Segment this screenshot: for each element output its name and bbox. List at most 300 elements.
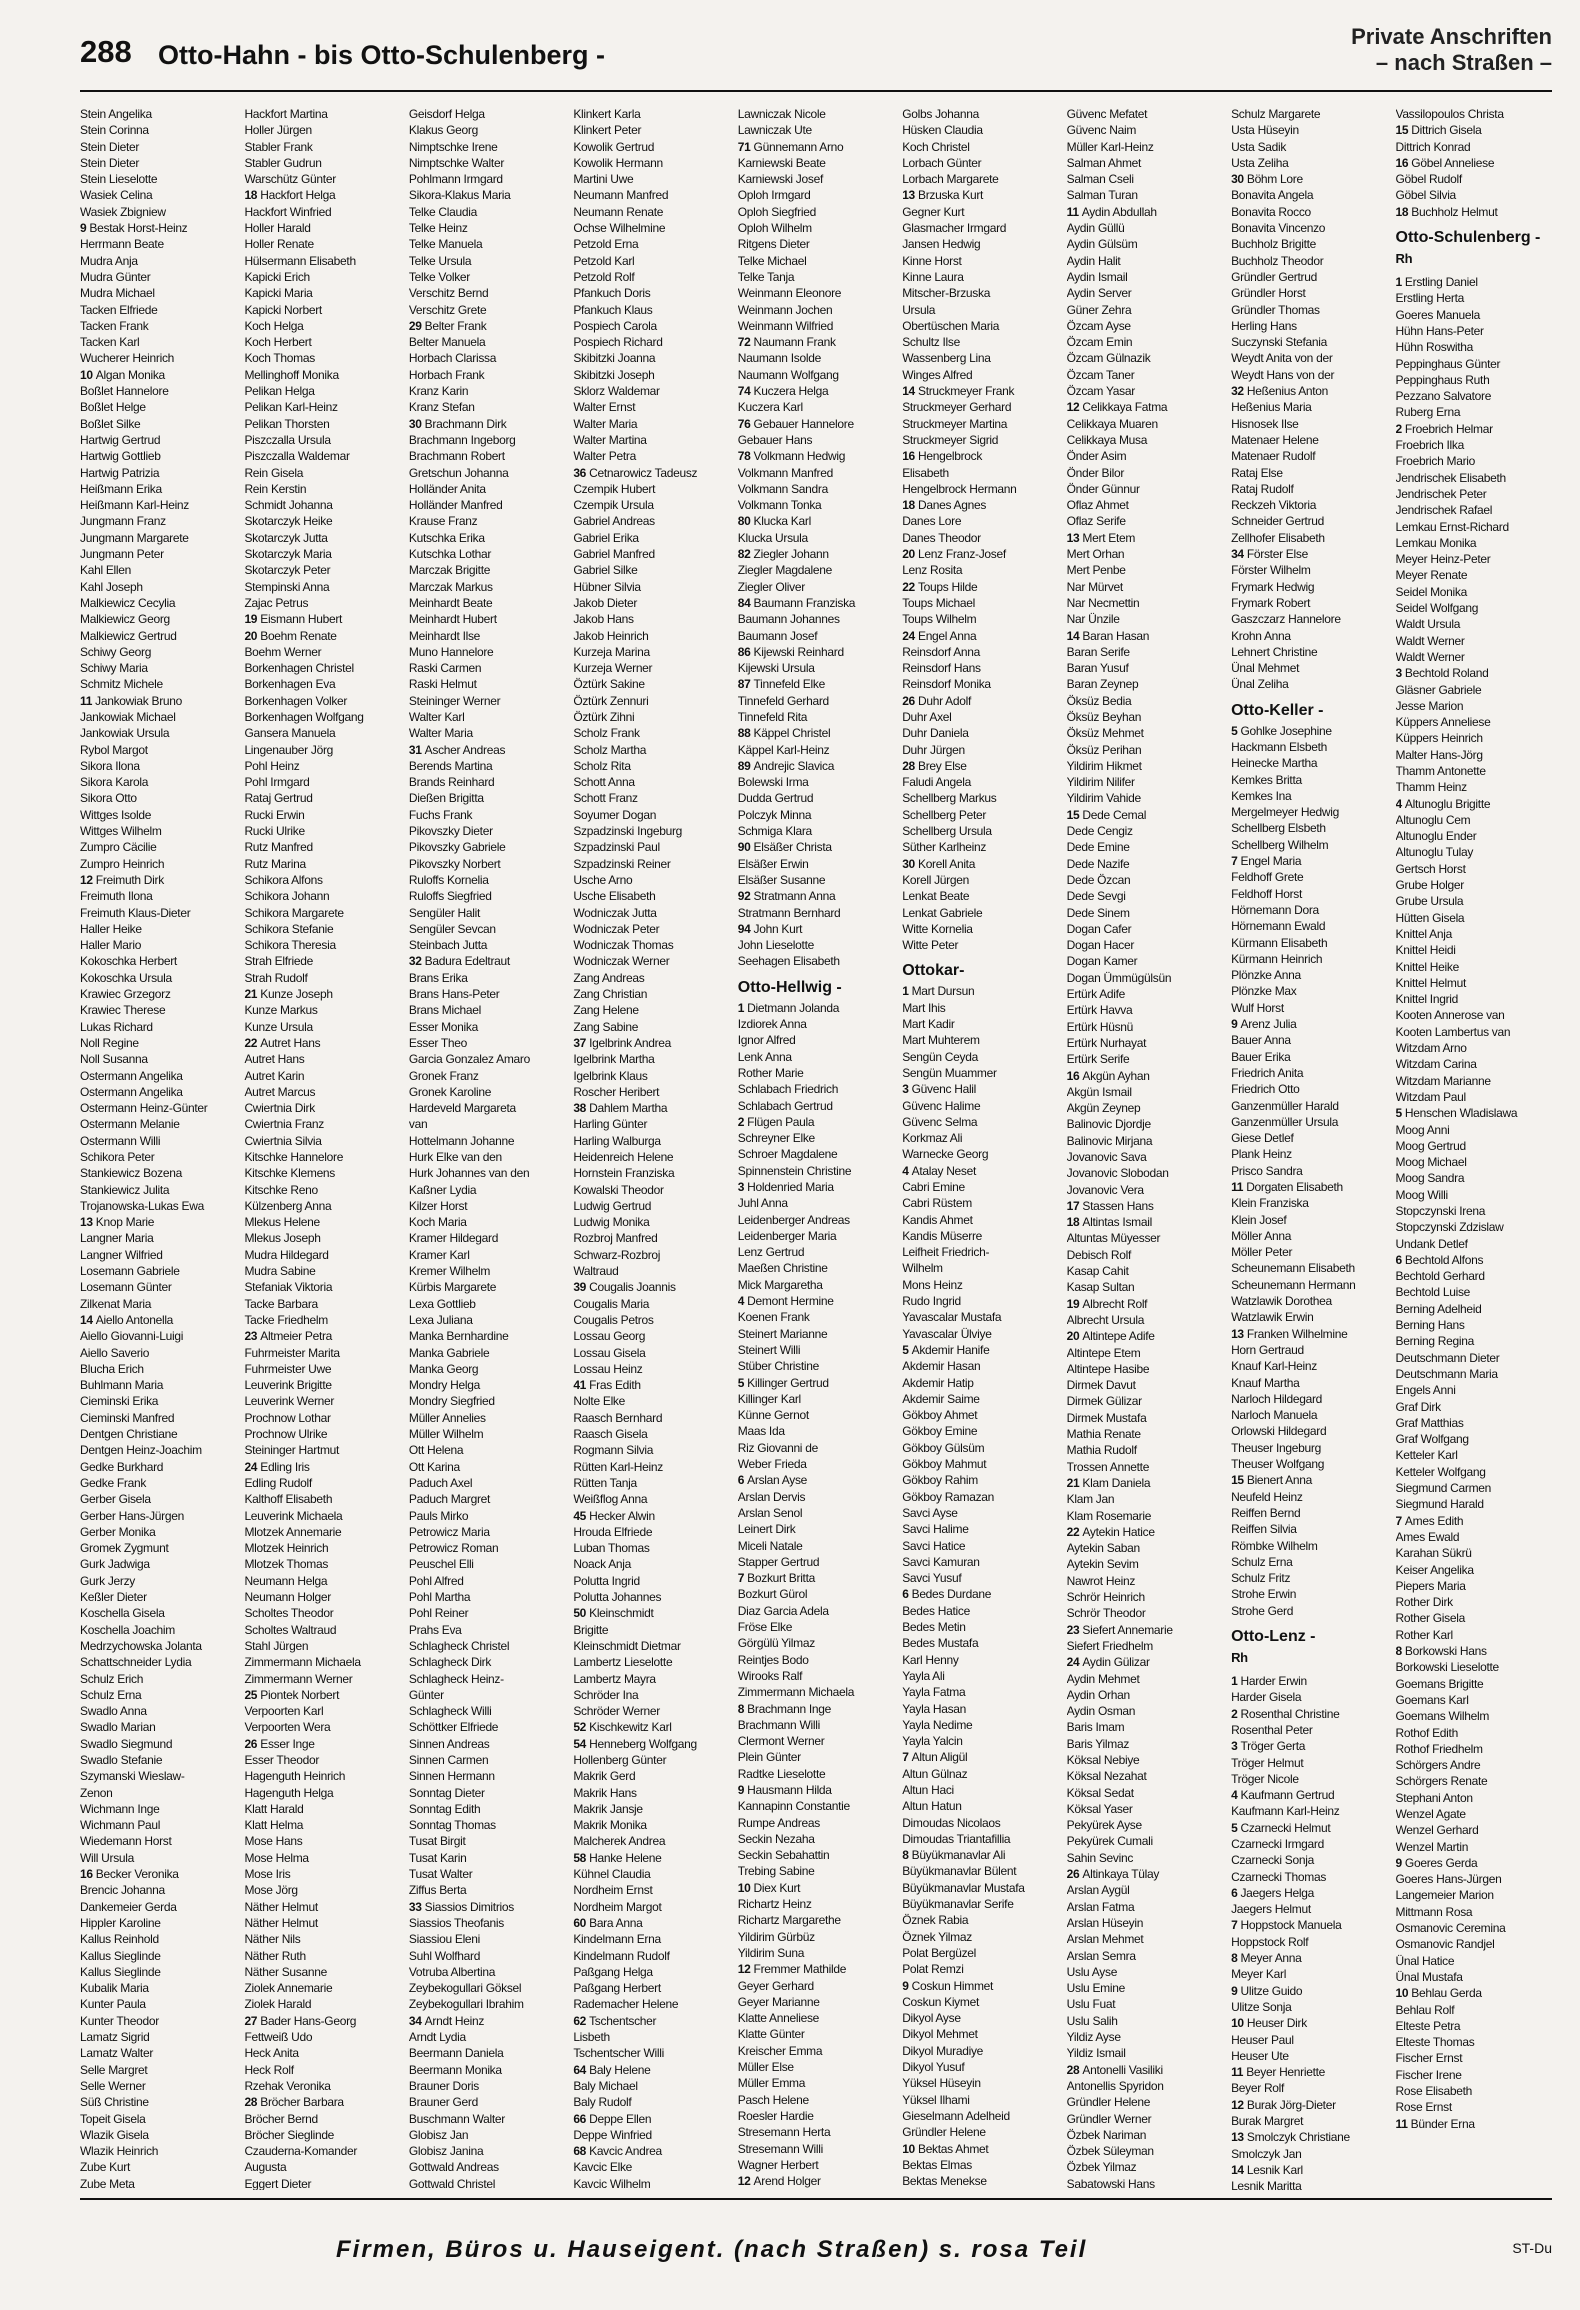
resident-name: Witte Peter xyxy=(902,938,959,953)
resident-name: Froebrich Ilka xyxy=(1395,438,1464,453)
resident-name: Raasch Gisela xyxy=(573,1427,648,1442)
resident-name: Bolewski Irma xyxy=(737,775,809,790)
list-item xyxy=(1396,187,1552,203)
list-item xyxy=(1396,470,1552,486)
house-number: 18 xyxy=(1395,204,1412,219)
resident-name: Erstling Herta xyxy=(1395,291,1464,306)
resident-name: Czarnecki Helmut xyxy=(1240,1820,1331,1835)
list-item xyxy=(738,318,894,334)
house-number: 4 xyxy=(1231,1788,1241,1803)
list-item xyxy=(1231,1440,1387,1456)
list-item xyxy=(738,1815,894,1831)
resident-name: Kunze Joseph xyxy=(260,987,333,1002)
resident-name: Haller Mario xyxy=(80,938,142,953)
list-item xyxy=(738,579,894,595)
list-item xyxy=(1231,1803,1387,1819)
list-item xyxy=(573,1540,729,1556)
resident-name: Ertürk Havva xyxy=(1066,1003,1133,1018)
resident-name: Pohlmann Irmgard xyxy=(408,172,503,187)
resident-name: Clermont Werner xyxy=(737,1734,825,1749)
resident-name: Kindelmann Rudolf xyxy=(573,1948,670,1963)
list-item xyxy=(738,856,894,872)
resident-name: Öksüz Beyhan xyxy=(1066,709,1142,724)
resident-name: Bauer Erika xyxy=(1231,1049,1291,1064)
list-item xyxy=(573,1964,729,1980)
list-item xyxy=(1396,2116,1552,2132)
resident-name: Froebrich Mario xyxy=(1395,454,1476,469)
resident-name: Rataj Rudolf xyxy=(1231,481,1294,496)
resident-name: Özcam Gülnazik xyxy=(1066,351,1151,366)
resident-name: Büyükmanavlar Mustafa xyxy=(902,1880,1025,1895)
resident-name: Danes Theodor xyxy=(902,530,981,545)
resident-name: Bektas Ahmet xyxy=(917,2141,989,2156)
resident-name: Rein Kerstin xyxy=(244,481,307,496)
resident-name: Korell Anita xyxy=(917,856,976,871)
resident-name: Swadlo Siegmund xyxy=(80,1736,173,1751)
resident-name: Lorbach Margarete xyxy=(902,172,999,187)
list-item xyxy=(738,1929,894,1945)
list-item xyxy=(409,823,565,839)
list-item xyxy=(573,1459,729,1475)
list-item xyxy=(244,530,400,546)
header-right-line1: Private Anschriften xyxy=(1351,24,1552,49)
resident-name: Schöttker Elfriede xyxy=(408,1720,499,1735)
house-number: 10 xyxy=(902,2141,918,2156)
resident-name: Schiwy Maria xyxy=(80,661,148,676)
resident-name: Dede Cemal xyxy=(1082,807,1147,822)
resident-name: Nar Mürvet xyxy=(1066,579,1123,594)
list-item xyxy=(1231,1983,1387,1999)
resident-name: Heinecke Martha xyxy=(1231,756,1318,771)
list-item xyxy=(902,1603,1058,1619)
list-item xyxy=(80,1214,236,1230)
resident-name: Celikkaya Muaren xyxy=(1066,416,1158,431)
list-item xyxy=(244,1459,400,1475)
resident-name: Graf Dirk xyxy=(1395,1399,1441,1414)
list-item xyxy=(80,1785,236,1801)
resident-name: Kutschka Lothar xyxy=(408,547,492,562)
resident-name: Stüber Christine xyxy=(737,1359,819,1374)
list-item xyxy=(80,1654,236,1670)
resident-name: Wlazik Gisela xyxy=(80,2127,149,2142)
resident-name: Verpoorten Karl xyxy=(244,1704,324,1719)
list-item xyxy=(902,611,1058,627)
list-item xyxy=(80,1377,236,1393)
list-item xyxy=(1396,1725,1552,1741)
resident-name: Fuchs Frank xyxy=(408,807,473,822)
resident-name: Böhm Lore xyxy=(1246,172,1303,187)
list-item xyxy=(902,1717,1058,1733)
list-item xyxy=(573,122,729,138)
resident-name: Ostermann Melanie xyxy=(80,1117,180,1132)
list-item xyxy=(902,1489,1058,1505)
resident-name: Selle Werner xyxy=(80,2078,146,2093)
list-item xyxy=(409,1133,565,1149)
resident-name: Edling Rudolf xyxy=(244,1475,312,1490)
list-item xyxy=(1396,698,1552,714)
resident-name: Kapicki Maria xyxy=(244,286,313,301)
list-item xyxy=(80,448,236,464)
list-item xyxy=(573,1491,729,1507)
list-item xyxy=(1396,910,1552,926)
list-item xyxy=(1067,1768,1223,1784)
list-item xyxy=(1396,828,1552,844)
resident-name: Koch Herbert xyxy=(244,335,312,350)
list-item xyxy=(902,187,1058,203)
list-item xyxy=(409,2062,565,2078)
house-number: 30 xyxy=(1231,172,1247,187)
resident-name: Miceli Natale xyxy=(737,1538,803,1553)
resident-name: Behlau Rolf xyxy=(1395,2002,1455,2017)
house-number: 23 xyxy=(1066,1622,1083,1637)
resident-name: Kalthoff Elisabeth xyxy=(244,1492,333,1507)
resident-name: Yildiz Ayse xyxy=(1066,2030,1121,2045)
list-item xyxy=(1231,236,1387,252)
resident-name: Hoppstock Manuela xyxy=(1240,1918,1342,1933)
resident-name: Pasch Helene xyxy=(737,2092,809,2107)
list-item xyxy=(80,595,236,611)
list-item xyxy=(80,481,236,497)
resident-name: Geisdorf Helga xyxy=(408,107,485,121)
list-item xyxy=(80,171,236,187)
resident-name: Güvenc Selma xyxy=(902,1114,978,1129)
house-number: 22 xyxy=(1066,1524,1083,1539)
list-item xyxy=(1396,421,1552,437)
resident-name: Naumann Isolde xyxy=(737,351,821,366)
resident-name: Stefaniak Viktoria xyxy=(244,1280,333,1295)
resident-name: Naumann Frank xyxy=(753,335,836,350)
list-item xyxy=(738,1032,894,1048)
resident-name: Bedes Hatice xyxy=(902,1603,970,1618)
resident-name: Rother Gisela xyxy=(1395,1611,1465,1626)
list-item xyxy=(409,1491,565,1507)
resident-name: Brachmann Inge xyxy=(747,1701,832,1716)
list-item xyxy=(738,1635,894,1651)
resident-name: Walter Ernst xyxy=(573,400,636,415)
list-item xyxy=(80,350,236,366)
resident-name: Kunter Theodor xyxy=(80,2013,159,2028)
list-item xyxy=(902,1733,1058,1749)
resident-name: Gabriel Manfred xyxy=(573,547,655,562)
list-item xyxy=(738,448,894,464)
list-item xyxy=(244,1182,400,1198)
list-item xyxy=(1396,1741,1552,1757)
resident-name: Gretschun Johanna xyxy=(408,465,509,480)
resident-name: Koch Christel xyxy=(902,139,970,154)
resident-name: Mellinghoff Monika xyxy=(244,367,339,382)
resident-name: Öztürk Zennuri xyxy=(573,693,649,708)
list-item xyxy=(1396,1562,1552,1578)
resident-name: Schrör Heinrich xyxy=(1066,1590,1145,1605)
list-item xyxy=(738,1554,894,1570)
list-item xyxy=(244,921,400,937)
resident-name: Knauf Martha xyxy=(1231,1375,1300,1390)
resident-name: Holdenried Maria xyxy=(747,1180,834,1194)
list-item xyxy=(409,1442,565,1458)
list-item xyxy=(738,1831,894,1847)
list-item xyxy=(244,1296,400,1312)
resident-name: Leifheit Friedrich- xyxy=(902,1245,990,1260)
list-item xyxy=(80,318,236,334)
list-item xyxy=(1067,1345,1223,1361)
house-number: 6 xyxy=(1395,1252,1405,1267)
resident-name: Witzdam Paul xyxy=(1395,1089,1466,1104)
resident-name: Bonavita Rocco xyxy=(1231,204,1311,219)
resident-name: Bechtold Roland xyxy=(1404,666,1489,681)
list-item xyxy=(80,2094,236,2110)
house-number: 92 xyxy=(737,889,754,904)
list-item xyxy=(1231,1016,1387,1032)
list-item xyxy=(409,367,565,383)
resident-name: Autret Karin xyxy=(244,1068,305,1083)
list-item xyxy=(573,2045,729,2061)
list-item xyxy=(409,774,565,790)
list-item xyxy=(573,465,729,481)
column-7 xyxy=(1067,106,1223,2190)
list-item xyxy=(1067,1214,1223,1230)
resident-name: Özcam Emin xyxy=(1066,335,1133,350)
house-number: 50 xyxy=(573,1606,590,1621)
list-item xyxy=(409,839,565,855)
list-item xyxy=(1067,628,1223,644)
house-number: 5 xyxy=(1231,1820,1241,1835)
resident-name: Lemkau Ernst-Richard xyxy=(1395,519,1509,534)
list-item xyxy=(1067,1556,1223,1572)
resident-name: Rother Karl xyxy=(1395,1627,1453,1642)
resident-name: Zeybekogullari Ibrahim xyxy=(408,1997,524,2012)
resident-name: Leuverink Brigitte xyxy=(244,1378,332,1393)
resident-name: Elisabeth xyxy=(902,465,949,480)
list-item xyxy=(244,1573,400,1589)
list-item xyxy=(902,1326,1058,1342)
list-item xyxy=(1231,1787,1387,1803)
list-item xyxy=(1067,1182,1223,1198)
list-item xyxy=(409,1768,565,1784)
list-item xyxy=(1067,2078,1223,2094)
house-number: 10 xyxy=(1395,1986,1412,2001)
list-item xyxy=(244,611,400,627)
list-item xyxy=(1396,122,1552,138)
resident-name: Dentgen Heinz-Joachim xyxy=(80,1443,202,1458)
list-item xyxy=(902,807,1058,823)
list-item xyxy=(738,1896,894,1912)
house-number: 22 xyxy=(902,579,918,594)
resident-name: Nimptschke Irene xyxy=(408,139,498,154)
resident-name: Önder Günnur xyxy=(1066,481,1140,496)
house-number: 20 xyxy=(902,547,918,562)
resident-name: Mittmann Rosa xyxy=(1395,1904,1473,1919)
resident-name: Savci Ayse xyxy=(902,1505,958,1520)
resident-name: Reintjes Bodo xyxy=(737,1652,809,1667)
list-item xyxy=(1067,139,1223,155)
list-item xyxy=(1067,448,1223,464)
resident-name: Herrmann Beate xyxy=(80,237,164,252)
list-item xyxy=(1396,1350,1552,1366)
resident-name: Cwiertnia Franz xyxy=(244,1117,324,1132)
resident-name: Igelbrink Klaus xyxy=(573,1068,648,1083)
resident-name: Aydin Mehmet xyxy=(1066,1671,1140,1686)
resident-name: Pospiech Carola xyxy=(573,318,657,333)
column-2 xyxy=(244,106,400,2190)
list-item xyxy=(1067,970,1223,986)
list-item xyxy=(409,1068,565,1084)
resident-name: Weydt Anita von der xyxy=(1231,351,1333,366)
list-item xyxy=(902,318,1058,334)
resident-name: Witzdam Arno xyxy=(1395,1041,1467,1056)
list-item xyxy=(409,204,565,220)
list-item xyxy=(738,742,894,758)
house-number: 13 xyxy=(902,188,918,203)
resident-name: Grube Holger xyxy=(1395,878,1464,893)
list-item xyxy=(80,1279,236,1295)
house-number: 3 xyxy=(1231,1739,1241,1754)
resident-name: Beermann Monika xyxy=(408,2062,502,2077)
resident-name: Tacken Frank xyxy=(80,318,149,333)
list-item xyxy=(738,1244,894,1260)
list-item xyxy=(738,1505,894,1521)
list-item xyxy=(1067,465,1223,481)
list-item xyxy=(573,350,729,366)
list-item xyxy=(244,1198,400,1214)
list-item xyxy=(738,2043,894,2059)
resident-name: Warschütz Günter xyxy=(244,172,336,187)
list-item xyxy=(902,383,1058,399)
list-item xyxy=(244,1638,400,1654)
list-item xyxy=(1067,1948,1223,1964)
list-item xyxy=(1231,1771,1387,1787)
resident-name: Lenz Rosita xyxy=(902,563,963,578)
list-item xyxy=(80,546,236,562)
resident-name: Schneider Gertrud xyxy=(1231,514,1325,529)
list-item xyxy=(1396,779,1552,795)
list-item xyxy=(1231,2129,1387,2145)
resident-name: Duhr Adolf xyxy=(917,693,972,708)
list-item xyxy=(80,1100,236,1116)
list-item xyxy=(902,2124,1058,2140)
resident-name: Berning Adelheid xyxy=(1395,1301,1482,1316)
list-item xyxy=(80,1508,236,1524)
resident-name: Kijewski Reinhard xyxy=(753,644,844,659)
list-item xyxy=(902,1847,1058,1863)
street-heading: Ottokar- xyxy=(902,962,965,980)
resident-name: Dede Sinem xyxy=(1066,905,1130,920)
house-number: 15 xyxy=(1395,123,1412,138)
list-item xyxy=(1067,1475,1223,1491)
list-item xyxy=(244,1671,400,1687)
resident-name: Kallus Sieglinde xyxy=(80,1964,161,1979)
list-item xyxy=(738,953,894,969)
resident-name: Hrouda Elfriede xyxy=(573,1524,653,1539)
list-item xyxy=(902,888,1058,904)
list-item xyxy=(573,1866,729,1882)
list-item xyxy=(1231,1586,1387,1602)
resident-name: Engel Maria xyxy=(1240,854,1302,869)
resident-name: Möller Peter xyxy=(1231,1245,1293,1260)
resident-name: Volkmann Hedwig xyxy=(753,449,846,464)
resident-name: Rothof Friedhelm xyxy=(1395,1741,1483,1756)
footer-note: Firmen, Büros u. Hauseigent. (nach Straßen) s. rosa Teil xyxy=(336,2236,1088,2263)
list-item xyxy=(738,823,894,839)
resident-name: Rataj Gertrud xyxy=(244,791,313,806)
resident-name: Günnemann Arno xyxy=(753,139,844,154)
list-item xyxy=(1067,236,1223,252)
list-item xyxy=(1067,187,1223,203)
list-item xyxy=(1067,1068,1223,1084)
resident-name: Klein Franziska xyxy=(1231,1196,1309,1211)
list-item xyxy=(244,1768,400,1784)
list-item xyxy=(573,220,729,236)
list-item xyxy=(80,1410,236,1426)
resident-name: Wodniczak Werner xyxy=(573,954,670,969)
list-item xyxy=(573,1230,729,1246)
list-item xyxy=(1231,1228,1387,1244)
resident-name: Toups Wilhelm xyxy=(902,612,977,627)
resident-name: Noack Anja xyxy=(573,1557,632,1572)
resident-name: Akgün Ismail xyxy=(1066,1084,1132,1099)
resident-name: Önder Bilor xyxy=(1066,465,1125,480)
resident-name: Autret Hans xyxy=(260,1035,321,1050)
resident-name: Ünal Zeliha xyxy=(1231,677,1289,692)
list-item xyxy=(1067,1279,1223,1295)
resident-name: Telke Michael xyxy=(737,253,807,268)
resident-name: Dede Sevgi xyxy=(1066,889,1126,904)
list-item xyxy=(409,106,565,122)
list-item xyxy=(573,1410,729,1426)
list-item xyxy=(1396,600,1552,616)
resident-name: Hartwig Patrizia xyxy=(80,465,160,480)
list-item xyxy=(80,187,236,203)
resident-name: Yavascalar Ülviye xyxy=(902,1326,992,1341)
resident-name: Mlotzek Annemarie xyxy=(244,1524,342,1539)
resident-name: Deutschmann Dieter xyxy=(1395,1350,1500,1365)
resident-name: Sengün Ceyda xyxy=(902,1049,978,1064)
resident-name: Dikyol Ayse xyxy=(902,2011,961,2026)
list-item xyxy=(1396,747,1552,763)
list-item xyxy=(244,1524,400,1540)
list-item xyxy=(244,448,400,464)
resident-name: Spinnenstein Christine xyxy=(737,1163,852,1178)
list-item xyxy=(902,2189,1058,2190)
resident-name: Cougalis Petros xyxy=(573,1312,654,1327)
resident-name: Moog Sandra xyxy=(1395,1171,1465,1186)
resident-name: Usche Elisabeth xyxy=(573,889,656,904)
resident-name: Tacken Karl xyxy=(80,335,140,350)
list-item xyxy=(738,269,894,285)
list-item xyxy=(244,1996,400,2012)
house-number: 1 xyxy=(1231,1674,1241,1689)
list-item xyxy=(1067,1410,1223,1426)
list-item xyxy=(1067,1833,1223,1849)
resident-name: Malkiewicz Gertrud xyxy=(80,628,177,643)
resident-name: Engel Anna xyxy=(917,628,977,643)
list-item xyxy=(244,122,400,138)
list-item xyxy=(738,1538,894,1554)
list-item xyxy=(1396,1138,1552,1154)
resident-name: Rein Gisela xyxy=(244,465,304,480)
list-item xyxy=(902,1749,1058,1765)
list-item xyxy=(573,155,729,171)
list-item xyxy=(573,399,729,415)
resident-name: Volkmann Tonka xyxy=(737,498,822,513)
list-item xyxy=(902,774,1058,790)
list-item xyxy=(1396,1496,1552,1512)
list-item xyxy=(1231,1934,1387,1950)
resident-name: Knittel Helmut xyxy=(1395,975,1466,990)
resident-name: Karniewski Josef xyxy=(737,172,823,187)
resident-name: Kavcic Wilhelm xyxy=(573,2176,651,2190)
list-item xyxy=(1396,1154,1552,1170)
list-item xyxy=(409,1703,565,1719)
